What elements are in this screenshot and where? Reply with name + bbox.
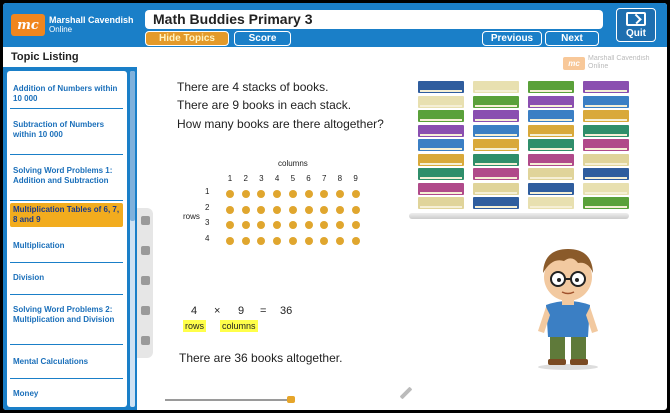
book [583, 168, 629, 180]
book [418, 110, 464, 122]
book [528, 168, 574, 180]
book [473, 125, 519, 137]
column-number: 4 [274, 174, 280, 183]
array-dot [352, 190, 360, 198]
topic-list [7, 71, 127, 407]
logo-mark-icon: mc [11, 14, 45, 36]
column-number: 8 [337, 174, 343, 183]
book [473, 110, 519, 122]
array-dot [352, 206, 360, 214]
array-dot [257, 190, 265, 198]
book [418, 139, 464, 151]
quit-button[interactable] [616, 8, 656, 42]
book [583, 125, 629, 137]
question-line: There are 4 stacks of books. [177, 80, 329, 94]
sidebar-item-addition[interactable]: Addition of Numbers within 10 000 [10, 79, 123, 109]
equation-result: 36 [280, 305, 293, 317]
shelf [409, 213, 629, 219]
question-line: How many books are there altogether? [177, 117, 384, 131]
array-dot [257, 221, 265, 229]
pencil-icon[interactable] [400, 387, 413, 400]
book [528, 96, 574, 108]
array-dot [305, 221, 313, 229]
book [473, 139, 519, 151]
book [418, 81, 464, 93]
rows-highlight-label: rows [185, 321, 205, 331]
question-line: There are 9 books in each stack. [177, 98, 352, 112]
previous-button[interactable]: Previous [482, 31, 542, 46]
app-window [3, 3, 667, 410]
book [418, 197, 464, 209]
exit-icon [626, 12, 646, 26]
column-number: 5 [290, 174, 296, 183]
sidebar-item-division[interactable]: Division [10, 267, 123, 295]
book [528, 81, 574, 93]
tool-strip [137, 208, 153, 358]
book [473, 183, 519, 195]
equation-factor-b: 9 [238, 305, 245, 317]
array-dot [273, 237, 281, 245]
equation-factor-a: 4 [191, 305, 198, 317]
brand-sub: Online [49, 25, 73, 34]
sidebar-item-mental-calculations[interactable]: Mental Calculations [10, 351, 123, 379]
array-dot [242, 206, 250, 214]
brand-text [49, 15, 134, 35]
array-dot [289, 221, 297, 229]
column-number: 2 [243, 174, 248, 183]
progress-knob[interactable] [287, 396, 295, 403]
book [528, 139, 574, 151]
column-number: 3 [259, 174, 264, 183]
column-number: 6 [306, 174, 311, 183]
array-dot [305, 190, 313, 198]
book [583, 139, 629, 151]
array-dot [305, 206, 313, 214]
array-dot [320, 237, 328, 245]
array-dot [289, 206, 297, 214]
watermark-text [588, 55, 649, 71]
book [583, 81, 629, 93]
score-button[interactable]: Score [234, 31, 291, 46]
row-number: 1 [205, 187, 210, 196]
array-dot [226, 221, 234, 229]
brand-logo [11, 8, 139, 42]
watermark-logo [563, 55, 649, 71]
row-number: 3 [205, 218, 210, 228]
array-dot [289, 237, 297, 245]
array-dot [336, 206, 344, 214]
sidebar-item-word-problems-2[interactable]: Solving Word Problems 2: Multiplication and Division [10, 299, 123, 345]
title-bar [145, 10, 603, 29]
pointer-tool-icon[interactable] [141, 216, 150, 225]
array-dot [336, 221, 344, 229]
sidebar [3, 47, 137, 410]
equation-operator: × [214, 305, 221, 317]
array-dot [352, 237, 360, 245]
array-dot [336, 237, 344, 245]
watermark-name: Marshall Cavendish [588, 55, 650, 62]
boy-character-illustration [528, 241, 608, 371]
sidebar-item-subtraction[interactable]: Subtraction of Numbers within 10 000 [10, 115, 123, 155]
watermark-sub: Online [588, 63, 609, 70]
sidebar-scroll-thumb[interactable] [130, 71, 135, 221]
array-dot [242, 190, 250, 198]
sidebar-item-word-problems-1[interactable]: Solving Word Problems 1: Addition and Subtraction [10, 161, 123, 201]
array-dot [320, 206, 328, 214]
book [583, 197, 629, 209]
book [473, 154, 519, 166]
brand-name: Marshall Cavendish [49, 15, 134, 25]
array-dot [352, 221, 360, 229]
array-dot [273, 190, 281, 198]
array-dot [305, 237, 313, 245]
array-dot [226, 206, 234, 214]
progress-track[interactable] [165, 399, 293, 401]
row-number: 2 [205, 202, 210, 212]
array-dot [320, 190, 328, 198]
next-button[interactable]: Next [545, 31, 599, 46]
book [418, 183, 464, 195]
book [418, 168, 464, 180]
book-stack [583, 81, 631, 219]
pen-tool-icon[interactable] [141, 306, 150, 315]
column-number: 7 [321, 174, 327, 183]
eraser-tool-icon[interactable] [141, 276, 150, 285]
row-number: 4 [205, 234, 210, 244]
book [528, 125, 574, 137]
array-dot [320, 221, 328, 229]
sidebar-heading: Topic Listing [3, 47, 137, 67]
array-dot [226, 190, 234, 198]
book [528, 197, 574, 209]
array-dot [273, 206, 281, 214]
lesson-content [153, 47, 667, 410]
answer-text: There are 36 books altogether. [179, 351, 343, 365]
book [528, 110, 574, 122]
clear-tool-icon[interactable] [141, 336, 150, 345]
book [583, 96, 629, 108]
book [528, 183, 574, 195]
sidebar-item-money[interactable]: Money [10, 383, 123, 407]
book [418, 125, 464, 137]
hide-topics-button[interactable]: Hide Topics [145, 31, 229, 46]
column-number: 1 [227, 174, 233, 183]
book-stack [418, 81, 466, 219]
book-stack [473, 81, 521, 219]
columns-highlight-label: columns [222, 321, 256, 331]
book [418, 96, 464, 108]
book-stack [528, 81, 576, 219]
column-number: 9 [353, 174, 358, 183]
sidebar-scrollbar[interactable] [130, 71, 135, 407]
array-dot [289, 190, 297, 198]
book [583, 110, 629, 122]
book [473, 168, 519, 180]
book [583, 154, 629, 166]
array-dot [226, 237, 234, 245]
array-dot [242, 221, 250, 229]
book [473, 81, 519, 93]
book [418, 154, 464, 166]
array-dot [257, 237, 265, 245]
array-dot [273, 221, 281, 229]
page-title: Math Buddies Primary 3 [153, 11, 313, 27]
book [473, 96, 519, 108]
book [528, 154, 574, 166]
sidebar-item-multiplication[interactable]: Multiplication [10, 235, 123, 263]
rows-heading: rows [183, 212, 200, 221]
equation-equals: = [260, 305, 267, 317]
array-dot [336, 190, 344, 198]
book [473, 197, 519, 209]
array-dot [242, 237, 250, 245]
watermark-mark-icon: mc [563, 57, 585, 70]
columns-heading: columns [278, 159, 308, 168]
quit-label: Quit [626, 28, 646, 39]
array-dot [257, 206, 265, 214]
sidebar-item-multiplication-tables[interactable]: Multiplication Tables of 6, 7, 8 and 9 [10, 203, 123, 227]
book [583, 183, 629, 195]
header [3, 3, 667, 47]
hand-tool-icon[interactable] [141, 246, 150, 255]
